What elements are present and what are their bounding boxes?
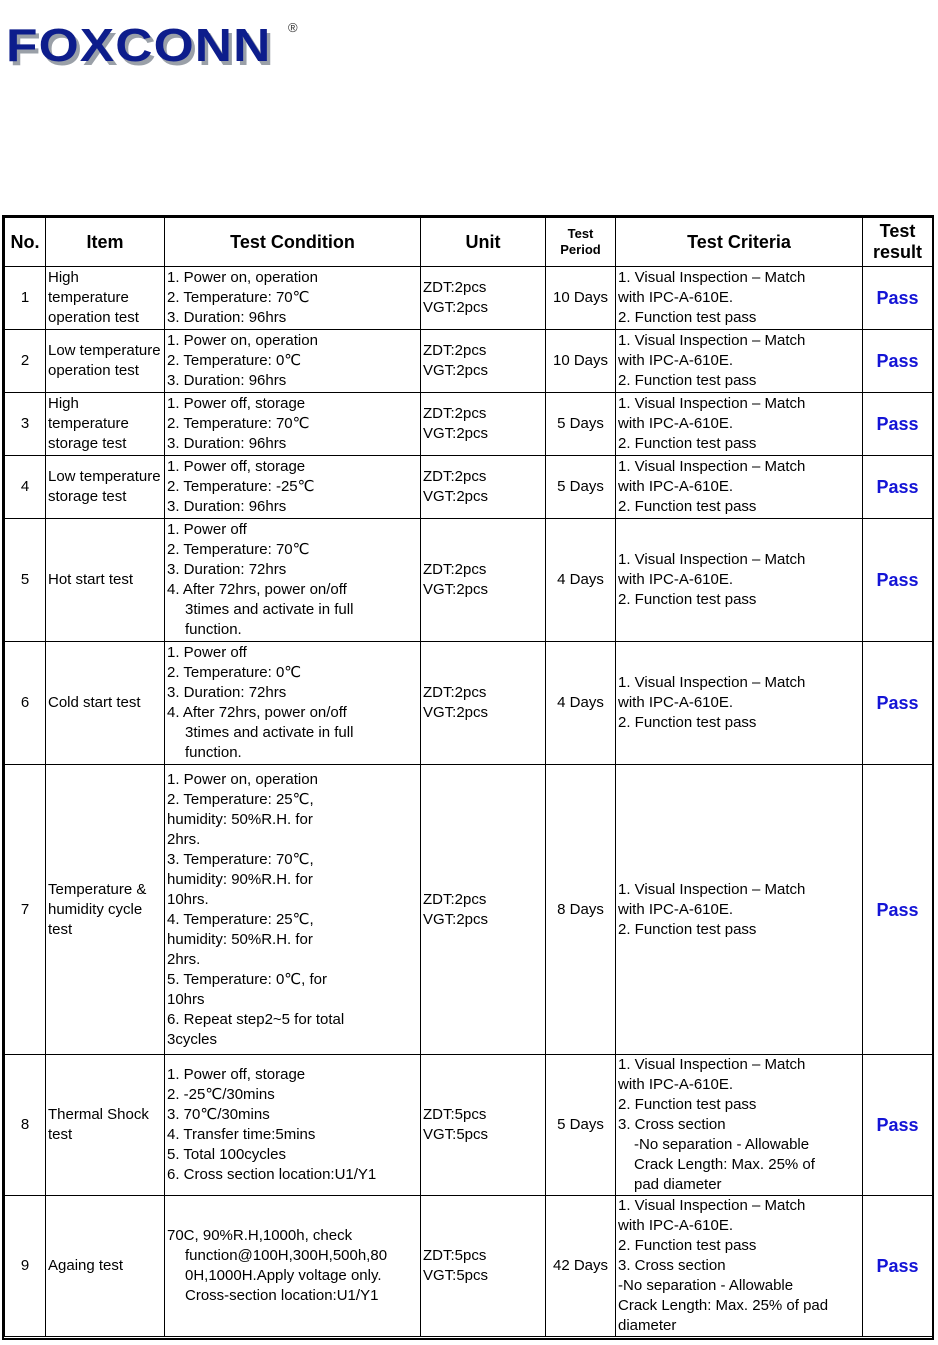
row-number: 2 bbox=[5, 330, 46, 393]
row-unit bbox=[421, 519, 546, 642]
criteria-line: with IPC-A-610E. bbox=[618, 1217, 734, 1234]
row-criteria bbox=[616, 519, 863, 642]
criteria-line: with IPC-A-610E. bbox=[618, 571, 734, 588]
row-period: 10 Days bbox=[546, 267, 616, 330]
logo-wordmark: FOXCONN bbox=[6, 19, 272, 71]
criteria-line: 1. Visual Inspection – Match bbox=[618, 1056, 806, 1073]
condition-line: 70C, 90%R.H,1000h, check bbox=[167, 1227, 353, 1244]
criteria-line: 2. Function test pass bbox=[618, 372, 757, 389]
row-criteria bbox=[616, 765, 863, 1055]
condition-line: 5. Temperature: 0℃, for bbox=[167, 970, 327, 988]
condition-line: Cross-section location:U1/Y1 bbox=[185, 1287, 379, 1304]
condition-line: 4. After 72hrs, power on/off bbox=[167, 704, 347, 721]
row-number: 8 bbox=[5, 1055, 46, 1196]
condition-line: 2. Temperature: 25℃, bbox=[167, 790, 314, 808]
row-item: Hot start test bbox=[46, 519, 165, 642]
condition-line: 10hrs bbox=[167, 990, 205, 1008]
criteria-line: 1. Visual Inspection – Match bbox=[618, 674, 806, 691]
row-result-badge: Pass bbox=[863, 1055, 933, 1196]
foxconn-logo bbox=[6, 20, 306, 70]
row-unit bbox=[421, 267, 546, 330]
condition-line: 4. Transfer time:5mins bbox=[167, 1126, 316, 1143]
row-result-badge: Pass bbox=[863, 393, 933, 456]
criteria-line: 2. Function test pass bbox=[618, 1096, 757, 1113]
condition-line: 4. After 72hrs, power on/off bbox=[167, 581, 347, 598]
unit-line: ZDT:2pcs bbox=[423, 468, 487, 485]
row-condition bbox=[165, 1196, 421, 1337]
table-row bbox=[5, 267, 933, 330]
condition-line: 10hrs. bbox=[167, 890, 209, 908]
condition-line: 3. Duration: 72hrs bbox=[167, 561, 287, 578]
header-item: Item bbox=[46, 218, 165, 267]
condition-line: humidity: 50%R.H. for bbox=[167, 810, 313, 828]
unit-line: VGT:2pcs bbox=[423, 581, 489, 598]
unit-line: VGT:2pcs bbox=[423, 488, 489, 505]
table-row bbox=[5, 393, 933, 456]
criteria-line: 1. Visual Inspection – Match bbox=[618, 880, 806, 898]
row-item: Thermal Shock test bbox=[46, 1055, 165, 1196]
row-criteria bbox=[616, 393, 863, 456]
condition-line: 1. Power off bbox=[167, 521, 247, 538]
condition-line: 1. Power on, operation bbox=[167, 770, 318, 788]
condition-line: 2. Temperature: 70℃ bbox=[167, 289, 310, 306]
row-result-badge: Pass bbox=[863, 1196, 933, 1337]
criteria-line: 2. Function test pass bbox=[618, 920, 757, 938]
condition-line: 3. Duration: 96hrs bbox=[167, 498, 287, 515]
unit-line: VGT:2pcs bbox=[423, 425, 489, 442]
row-unit bbox=[421, 1055, 546, 1196]
condition-line: 3. Duration: 96hrs bbox=[167, 372, 287, 389]
criteria-line: with IPC-A-610E. bbox=[618, 352, 734, 369]
criteria-line: with IPC-A-610E. bbox=[618, 289, 734, 306]
unit-line: ZDT:5pcs bbox=[423, 1247, 487, 1264]
condition-line: 2. Temperature: 70℃ bbox=[167, 541, 310, 558]
condition-line: 3. Temperature: 70℃, bbox=[167, 850, 314, 868]
row-number: 1 bbox=[5, 267, 46, 330]
criteria-line: pad diameter bbox=[634, 1176, 722, 1193]
row-result-badge: Pass bbox=[863, 456, 933, 519]
registered-mark: ® bbox=[288, 20, 298, 35]
criteria-line: 2. Function test pass bbox=[618, 435, 757, 452]
row-unit bbox=[421, 765, 546, 1055]
criteria-line: -No separation - Allowable bbox=[618, 1277, 794, 1294]
row-unit bbox=[421, 456, 546, 519]
condition-line: 5. Total 100cycles bbox=[167, 1146, 286, 1163]
unit-line: ZDT:5pcs bbox=[423, 1106, 487, 1123]
condition-line: 3. Duration: 96hrs bbox=[167, 309, 287, 326]
test-results-table bbox=[2, 215, 934, 1340]
condition-line: 2. -25℃/30mins bbox=[167, 1086, 275, 1103]
row-result-badge: Pass bbox=[863, 642, 933, 765]
table-row bbox=[5, 765, 933, 1055]
row-item: Low temperature operation test bbox=[46, 330, 165, 393]
criteria-line: Crack Length: Max. 25% of pad bbox=[618, 1297, 829, 1314]
condition-line: 1. Power off, storage bbox=[167, 395, 306, 412]
table-row bbox=[5, 1055, 933, 1196]
row-period: 5 Days bbox=[546, 456, 616, 519]
condition-line: 6. Repeat step2~5 for total bbox=[167, 1010, 345, 1028]
criteria-line: 2. Function test pass bbox=[618, 591, 757, 608]
header-result: Test result bbox=[863, 218, 933, 267]
condition-line: humidity: 90%R.H. for bbox=[167, 870, 313, 888]
condition-line: 2hrs. bbox=[167, 950, 201, 968]
condition-line: 1. Power on, operation bbox=[167, 269, 318, 286]
condition-line: function. bbox=[185, 744, 242, 761]
row-period: 10 Days bbox=[546, 330, 616, 393]
table-row bbox=[5, 1196, 933, 1337]
row-unit bbox=[421, 330, 546, 393]
criteria-line: 1. Visual Inspection – Match bbox=[618, 551, 806, 568]
row-condition bbox=[165, 519, 421, 642]
criteria-line: Crack Length: Max. 25% of bbox=[634, 1156, 815, 1173]
row-period: 4 Days bbox=[546, 519, 616, 642]
row-criteria bbox=[616, 642, 863, 765]
condition-line: 3. 70℃/30mins bbox=[167, 1106, 270, 1123]
header-condition: Test Condition bbox=[165, 218, 421, 267]
condition-line: 1. Power off bbox=[167, 644, 247, 661]
criteria-line: 1. Visual Inspection – Match bbox=[618, 269, 806, 286]
condition-line: 2. Temperature: 0℃ bbox=[167, 664, 302, 681]
row-period: 42 Days bbox=[546, 1196, 616, 1337]
criteria-line: 2. Function test pass bbox=[618, 1237, 757, 1254]
condition-line: 1. Power off, storage bbox=[167, 458, 306, 475]
header-no: No. bbox=[5, 218, 46, 267]
unit-line: VGT:2pcs bbox=[423, 704, 489, 721]
condition-line: 1. Power on, operation bbox=[167, 332, 318, 349]
condition-line: 0H,1000H.Apply voltage only. bbox=[185, 1267, 382, 1284]
condition-line: 3times and activate in full bbox=[185, 601, 354, 618]
unit-line: VGT:2pcs bbox=[423, 362, 489, 379]
condition-line: function. bbox=[185, 621, 242, 638]
row-number: 4 bbox=[5, 456, 46, 519]
condition-line: 3times and activate in full bbox=[185, 724, 354, 741]
unit-line: VGT:2pcs bbox=[423, 910, 489, 928]
criteria-line: 1. Visual Inspection – Match bbox=[618, 1197, 806, 1214]
row-condition bbox=[165, 393, 421, 456]
condition-line: humidity: 50%R.H. for bbox=[167, 930, 313, 948]
unit-line: ZDT:2pcs bbox=[423, 684, 487, 701]
condition-line: 1. Power off, storage bbox=[167, 1066, 306, 1083]
table-row bbox=[5, 330, 933, 393]
condition-line: 2. Temperature: -25℃ bbox=[167, 478, 315, 495]
unit-line: ZDT:2pcs bbox=[423, 890, 487, 908]
criteria-line: with IPC-A-610E. bbox=[618, 694, 734, 711]
criteria-line: 1. Visual Inspection – Match bbox=[618, 458, 806, 475]
row-unit bbox=[421, 1196, 546, 1337]
row-unit bbox=[421, 393, 546, 456]
criteria-line: 2. Function test pass bbox=[618, 498, 757, 515]
row-criteria bbox=[616, 456, 863, 519]
condition-line: 3. Duration: 96hrs bbox=[167, 435, 287, 452]
header-period: Test Period bbox=[546, 218, 616, 267]
table-row bbox=[5, 519, 933, 642]
row-condition bbox=[165, 267, 421, 330]
criteria-line: 3. Cross section bbox=[618, 1116, 726, 1133]
criteria-line: 2. Function test pass bbox=[618, 309, 757, 326]
row-result-badge: Pass bbox=[863, 267, 933, 330]
unit-line: VGT:2pcs bbox=[423, 299, 489, 316]
condition-line: 3cycles bbox=[167, 1030, 218, 1048]
criteria-line: -No separation - Allowable bbox=[634, 1136, 810, 1153]
table-row bbox=[5, 642, 933, 765]
condition-line: 4. Temperature: 25℃, bbox=[167, 910, 314, 928]
header-unit: Unit bbox=[421, 218, 546, 267]
row-criteria bbox=[616, 330, 863, 393]
header-criteria: Test Criteria bbox=[616, 218, 863, 267]
row-number: 5 bbox=[5, 519, 46, 642]
unit-line: VGT:5pcs bbox=[423, 1267, 489, 1284]
row-condition bbox=[165, 765, 421, 1055]
criteria-line: with IPC-A-610E. bbox=[618, 900, 734, 918]
row-item: High temperature operation test bbox=[46, 267, 165, 330]
row-criteria bbox=[616, 1196, 863, 1337]
row-period: 5 Days bbox=[546, 393, 616, 456]
row-period: 8 Days bbox=[546, 765, 616, 1055]
row-item: High temperature storage test bbox=[46, 393, 165, 456]
unit-line: ZDT:2pcs bbox=[423, 342, 487, 359]
criteria-line: with IPC-A-610E. bbox=[618, 1076, 734, 1093]
criteria-line: 1. Visual Inspection – Match bbox=[618, 332, 806, 349]
criteria-line: with IPC-A-610E. bbox=[618, 415, 734, 432]
criteria-line: diameter bbox=[618, 1317, 677, 1334]
row-number: 9 bbox=[5, 1196, 46, 1337]
row-result-badge: Pass bbox=[863, 765, 933, 1055]
row-result-badge: Pass bbox=[863, 330, 933, 393]
unit-line: ZDT:2pcs bbox=[423, 561, 487, 578]
row-condition bbox=[165, 330, 421, 393]
row-criteria bbox=[616, 267, 863, 330]
unit-line: ZDT:2pcs bbox=[423, 405, 487, 422]
row-item: Againg test bbox=[46, 1196, 165, 1337]
row-item: Temperature & humidity cycle test bbox=[46, 765, 165, 1055]
header-row bbox=[5, 218, 933, 267]
row-criteria bbox=[616, 1055, 863, 1196]
condition-line: 2. Temperature: 70℃ bbox=[167, 415, 310, 432]
unit-line: VGT:5pcs bbox=[423, 1126, 489, 1143]
row-condition bbox=[165, 642, 421, 765]
criteria-line: 1. Visual Inspection – Match bbox=[618, 395, 806, 412]
criteria-line: 2. Function test pass bbox=[618, 714, 757, 731]
criteria-line: with IPC-A-610E. bbox=[618, 478, 734, 495]
condition-line: 3. Duration: 72hrs bbox=[167, 684, 287, 701]
row-number: 6 bbox=[5, 642, 46, 765]
table-row bbox=[5, 456, 933, 519]
row-item: Low temperature storage test bbox=[46, 456, 165, 519]
row-period: 4 Days bbox=[546, 642, 616, 765]
row-number: 7 bbox=[5, 765, 46, 1055]
condition-line: 2hrs. bbox=[167, 830, 201, 848]
row-condition bbox=[165, 456, 421, 519]
unit-line: ZDT:2pcs bbox=[423, 279, 487, 296]
condition-line: 6. Cross section location:U1/Y1 bbox=[167, 1166, 377, 1183]
row-period: 5 Days bbox=[546, 1055, 616, 1196]
criteria-line: 3. Cross section bbox=[618, 1257, 726, 1274]
condition-line: 2. Temperature: 0℃ bbox=[167, 352, 302, 369]
row-condition bbox=[165, 1055, 421, 1196]
condition-line: function@100H,300H,500h,80 bbox=[185, 1247, 388, 1264]
row-result-badge: Pass bbox=[863, 519, 933, 642]
row-unit bbox=[421, 642, 546, 765]
row-item: Cold start test bbox=[46, 642, 165, 765]
row-number: 3 bbox=[5, 393, 46, 456]
